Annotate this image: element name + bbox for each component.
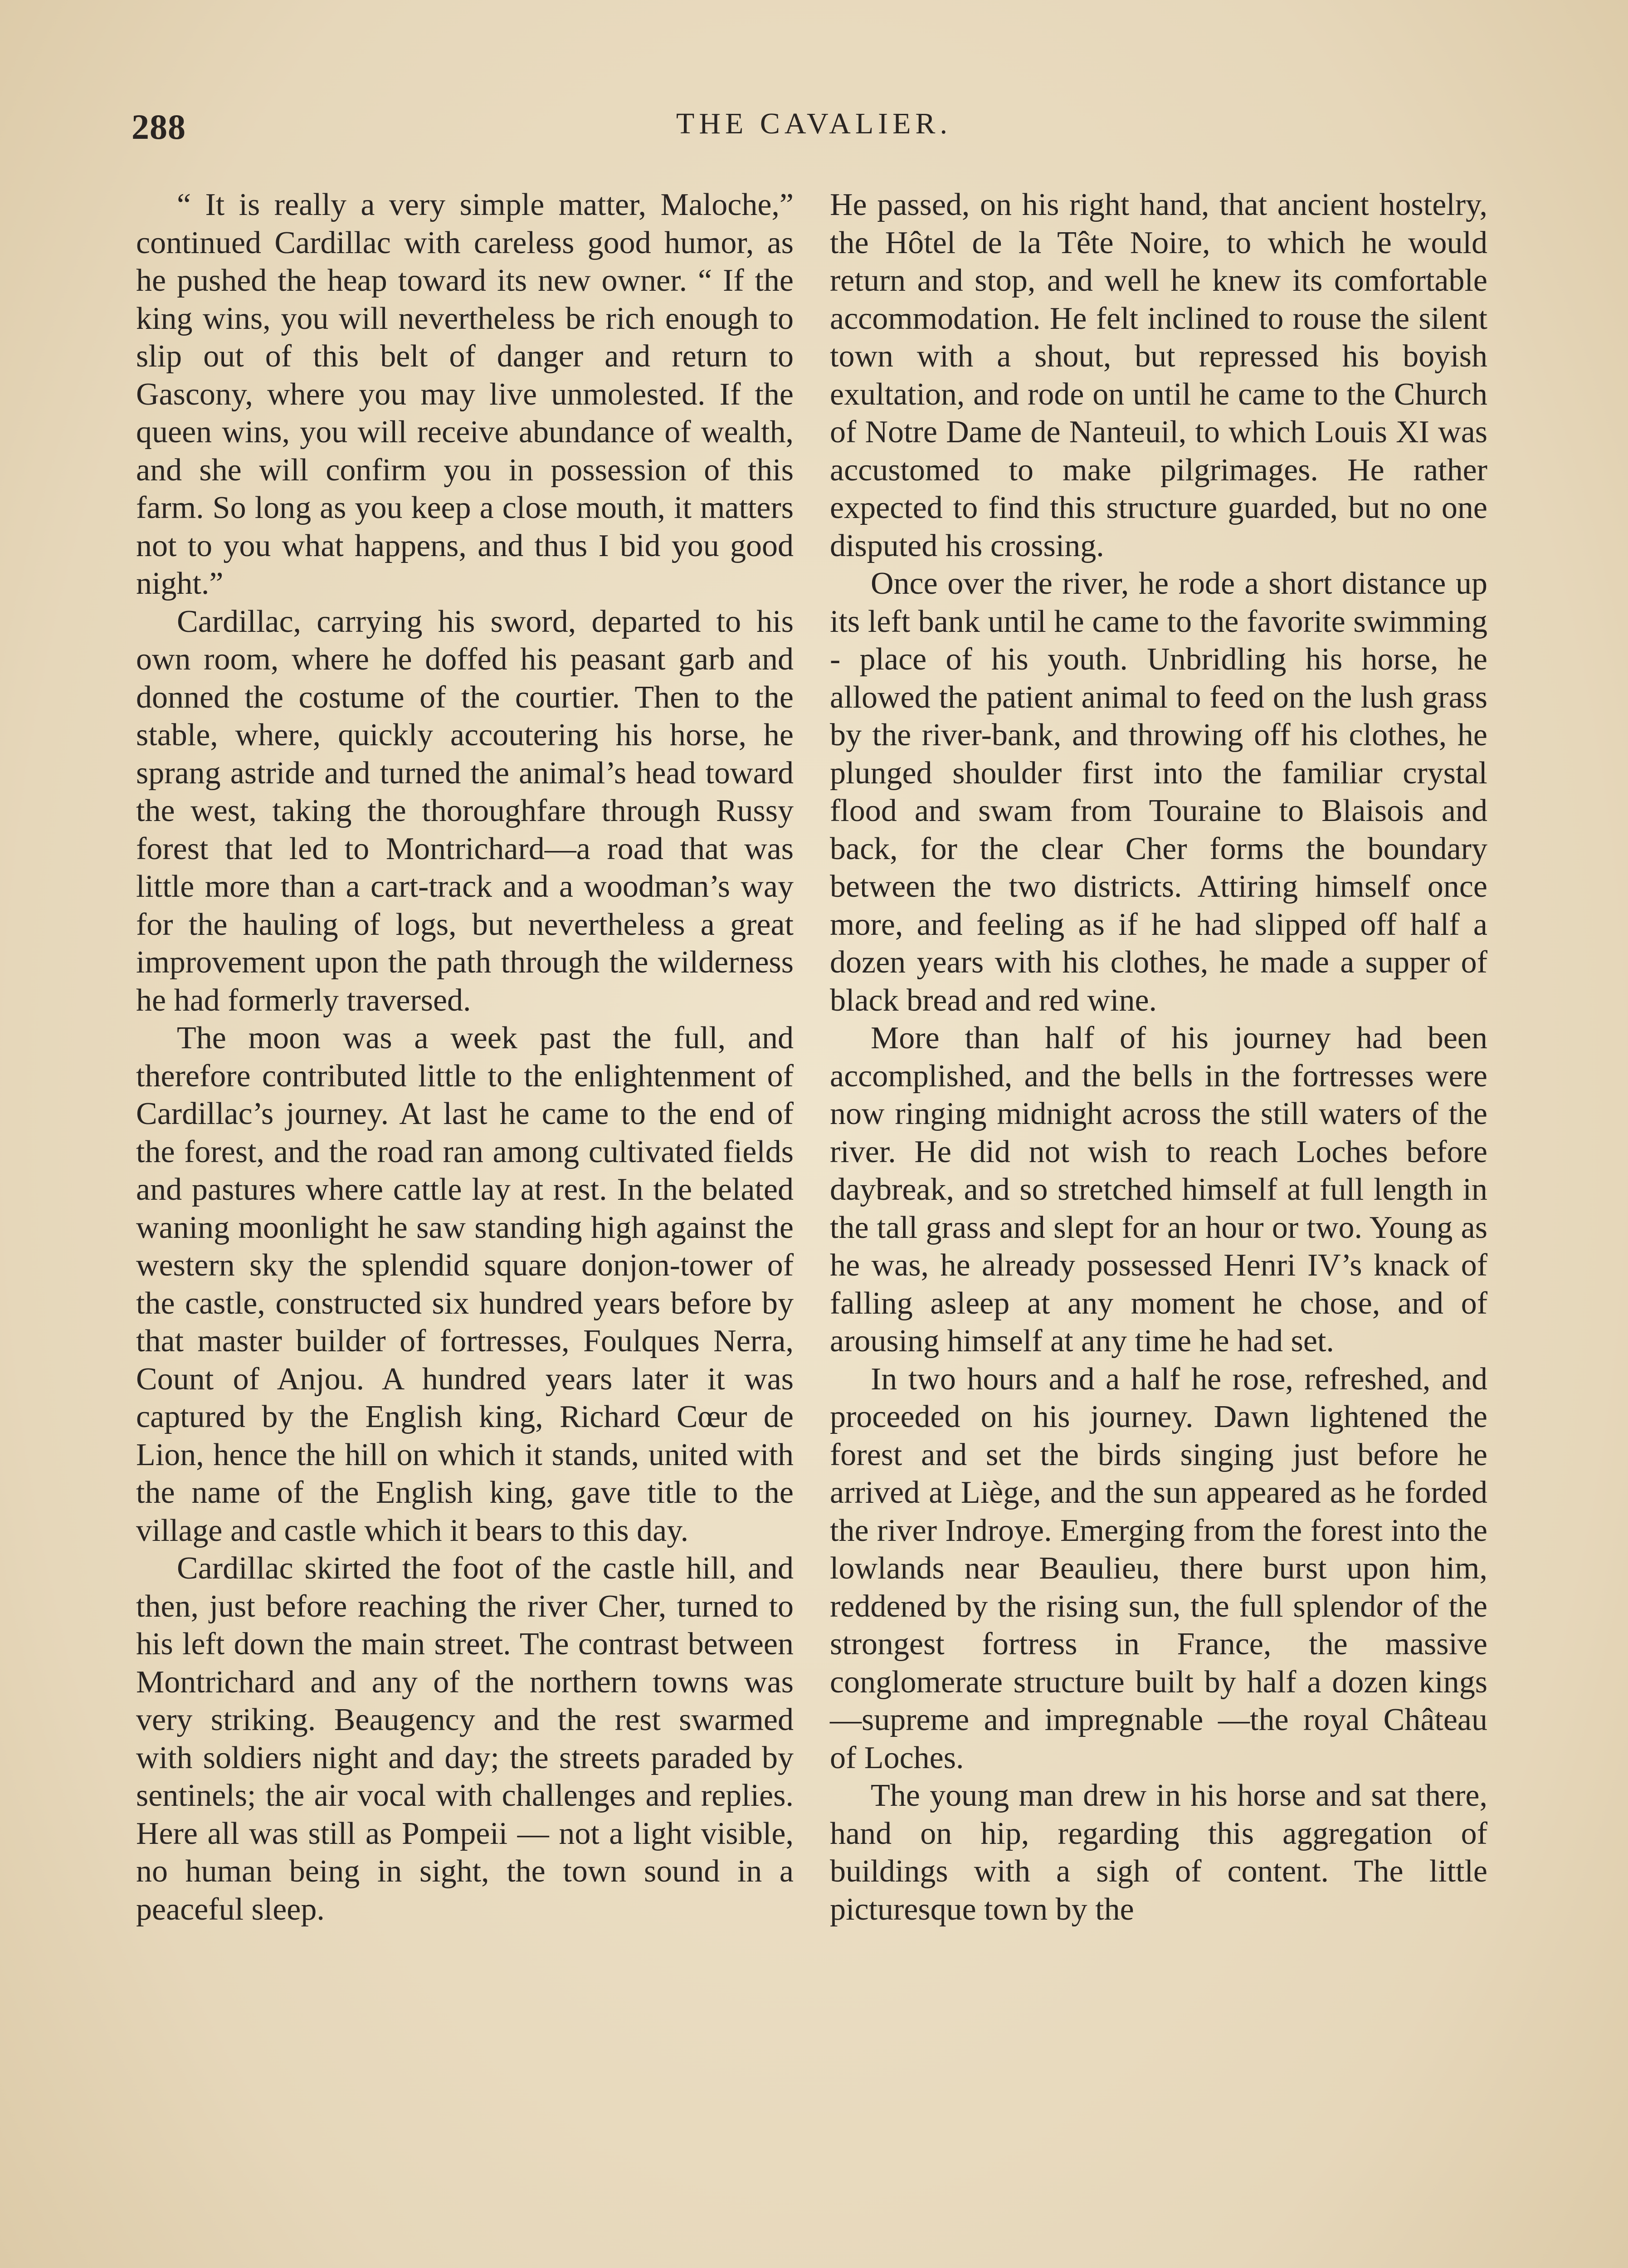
paragraph: Cardillac skirted the foot of the castle hill, and then, just before reaching the river Cher, turned to his left down the main street. The contrast between Montrichard and any of the northern towns was very striking. Beaugency and the rest swarmed with soldiers night and day; the streets paraded by sentinels; the air vocal with challenges and replies. Here all was still as Pompeii — not a light visible, no human being in sight, the town sound in a peaceful sleep.: [136, 1551, 794, 1927]
left-column: [136, 186, 794, 1928]
paragraph: In two hours and a half he rose, refreshed, and proceeded on his journey. Dawn lightened the forest and set the birds singing just before he arrived at Liège, and the sun appeared as he forded the river Indroye. Emerging from the forest into the lowlands near Beaulieu, there burst upon him, reddened by the rising sun, the full splendor of the strongest fortress in France, the massive conglomerate structure built by half a dozen kings—supreme and impregnable —the royal Château of Loches.: [830, 1361, 1487, 1775]
page-number: 288: [132, 107, 186, 147]
running-head: THE CAVALIER.: [676, 107, 952, 140]
paragraph: The moon was a week past the full, and therefore contributed little to the enlightenment of Cardillac’s journey. At last he came to the end of the forest, and the road ran among cultivated fields and pastures where cattle lay at rest. In the belated waning moonlight he saw standing high against the western sky the splendid square donjon-tower of the castle, constructed six hundred years before by that master builder of fortresses, Foulques Nerra, Count of Anjou. A hundred years later it was captured by the English king, Richard Cœur de Lion, hence the hill on which it stands, united with the name of the English king, gave title to the village and castle which it bears to this day.: [136, 1021, 794, 1548]
paragraph: More than half of his journey had been accomplished, and the bells in the fortresses were now ringing midnight across the still waters of the river. He did not wish to reach Loches before daybreak, and so stretched himself at full length in the tall grass and slept for an hour or two. Young as he was, he already possessed Henri IV’s knack of falling asleep at any moment he chose, and of arousing himself at any time he had set.: [830, 1021, 1487, 1359]
paragraph: Once over the river, he rode a short distance up its left bank until he came to the favorite swimming - place of his youth. Unbridling his horse, he allowed the patient animal to feed on the lush grass by the river-bank, and throwing off his clothes, he plunged shoulder first into the familiar crystal flood and swam from Touraine to Blaisois and back, for the clear Cher forms the boundary between the two districts. Attiring himself once more, and feeling as if he had slipped off half a dozen years with his clothes, he made a supper of black bread and red wine.: [830, 566, 1487, 1018]
paragraph: Cardillac, carrying his sword, departed to his own room, where he doffed his peasant garb and donned the costume of the courtier. Then to the stable, where, quickly accoutering his horse, he sprang astride and turned the animal’s head toward the west, taking the thoroughfare through Russy forest that led to Montrichard—a road that was little more than a cart-track and a woodman’s way for the hauling of logs, but nevertheless a great improvement upon the path through the wilderness he had formerly traversed.: [136, 604, 794, 1018]
paragraph: He passed, on his right hand, that ancient hostelry, the Hôtel de la Tête Noire, to which he would return and stop, and well he knew its comfortable accommodation. He felt inclined to rouse the silent town with a shout, but repressed his boyish exultation, and rode on until he came to the Church of Notre Dame de Nanteuil, to which Louis XI was accustomed to make pilgrimages. He rather expected to find this structure guarded, but no one disputed his crossing.: [830, 187, 1487, 563]
page-header: [132, 107, 1496, 156]
paragraph: The young man drew in his horse and sat there, hand on hip, regarding this aggregation of buildings with a sigh of content. The little picturesque town by the: [830, 1778, 1487, 1927]
right-column: [830, 186, 1487, 1928]
paragraph: “ It is really a very simple matter, Maloche,” continued Cardillac with careless good humor, as he pushed the heap toward its new owner. “ If the king wins, you will nevertheless be rich enough to slip out of this belt of danger and return to Gascony, where you may live unmolested. If the queen wins, you will receive abundance of wealth, and she will confirm you in possession of this farm. So long as you keep a close mouth, it matters not to you what happens, and thus I bid you good night.”: [136, 187, 794, 601]
